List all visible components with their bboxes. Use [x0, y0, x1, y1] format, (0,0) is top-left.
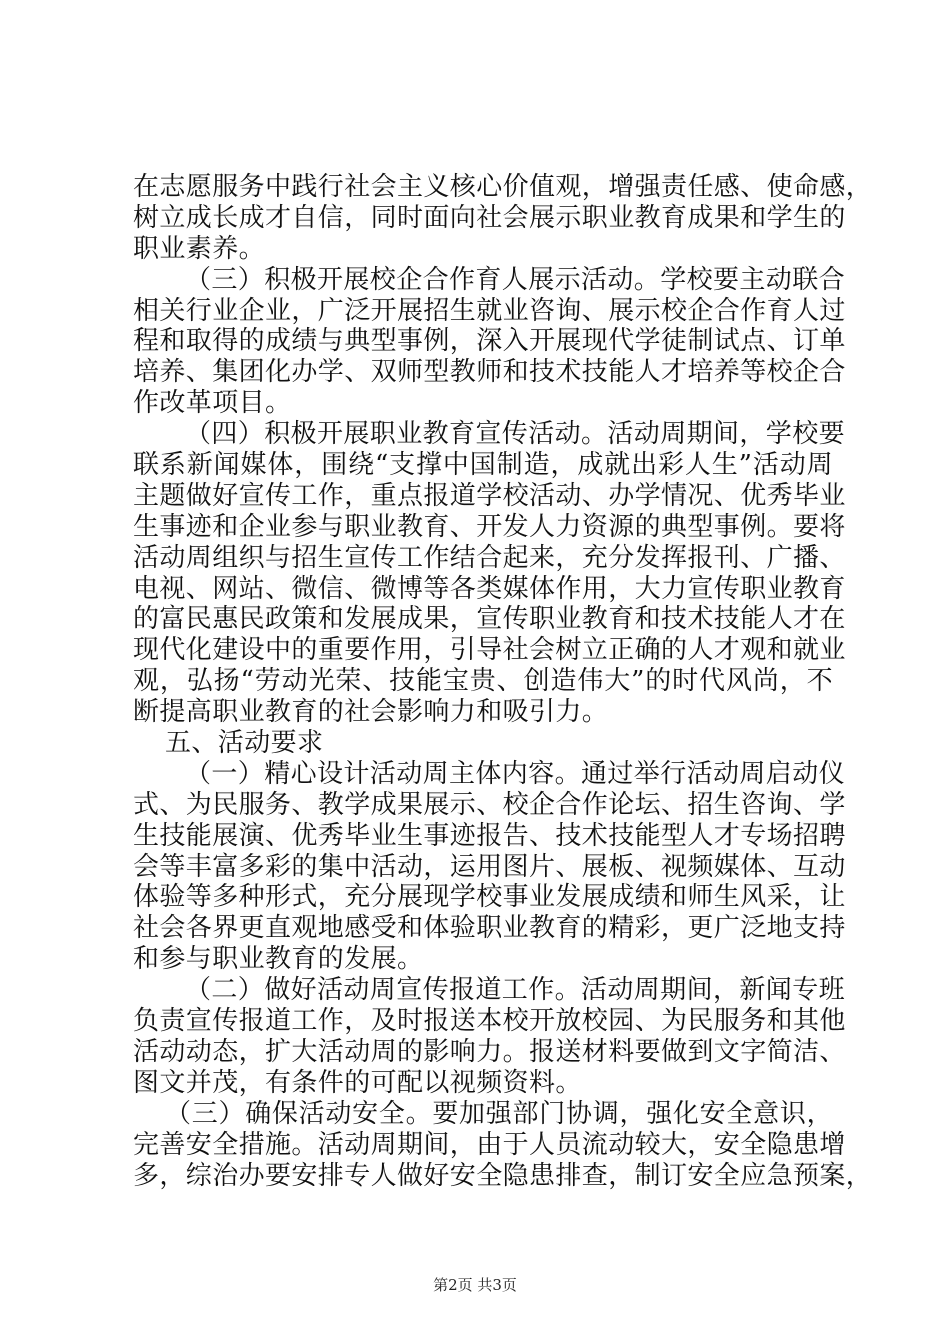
text-line: 会等丰富多彩的集中活动，运用图片、展板、视频媒体、互动: [133, 851, 846, 882]
text-line: 程和取得的成绩与典型事例，深入开展现代学徒制试点、订单: [133, 326, 846, 357]
text-line: 图文并茂，有条件的可配以视频资料。: [133, 1067, 582, 1098]
text-line: 多，综治办要安排专人做好安全隐患排查，制订安全应急预案，: [133, 1160, 873, 1191]
text-line: 相关行业企业，广泛开展招生就业咨询、展示校企合作育人过: [133, 295, 846, 326]
text-line: （一）精心设计活动周主体内容。通过举行活动周启动仪: [185, 758, 846, 789]
text-line: 活动动态，扩大活动周的影响力。报送材料要做到文字简洁、: [133, 1036, 846, 1067]
text-line: 职业素养。: [133, 233, 266, 264]
page-footer: 第2页 共3页: [433, 1276, 517, 1294]
text-line: 负责宣传报道工作，及时报送本校开放校园、为民服务和其他: [133, 1006, 846, 1037]
text-line: 体验等多种形式，充分展现学校事业发展成绩和师生风采，让: [133, 882, 846, 913]
text-line: 联系新闻媒体，围绕“支撑中国制造，成就出彩人生”活动周: [133, 450, 833, 481]
text-line: 培养、集团化办学、双师型教师和技术技能人才培养等校企合: [133, 357, 846, 388]
text-line: 主题做好宣传工作，重点报道学校活动、办学情况、优秀毕业: [133, 480, 846, 511]
text-line: 电视、网站、微信、微博等各类媒体作用，大力宣传职业教育: [133, 573, 846, 604]
document-body: [133, 172, 873, 1191]
text-line: 式、为民服务、教学成果展示、校企合作论坛、招生咨询、学: [133, 789, 846, 820]
text-line: 树立成长成才自信，同时面向社会展示职业教育成果和学生的: [133, 202, 846, 233]
text-line: （四）积极开展职业教育宣传活动。活动周期间，学校要: [185, 419, 846, 450]
text-line: （三）确保活动安全。要加强部门协调，强化安全意识，: [165, 1098, 833, 1129]
text-line: 断提高职业教育的社会影响力和吸引力。: [133, 697, 609, 728]
text-line: 生事迹和企业参与职业教育、开发人力资源的典型事例。要将: [133, 511, 846, 542]
text-line: 现代化建设中的重要作用，引导社会树立正确的人才观和就业: [133, 635, 846, 666]
text-line: 在志愿服务中践行社会主义核心价值观，增强责任感、使命感，: [133, 172, 873, 202]
text-line: 生技能展演、优秀毕业生事迹报告、技术技能型人才专场招聘: [133, 820, 846, 851]
text-line: 的富民惠民政策和发展成果，宣传职业教育和技术技能人才在: [133, 604, 846, 635]
text-line: 社会各界更直观地感受和体验职业教育的精彩，更广泛地支持: [133, 913, 846, 944]
text-line: 完善安全措施。活动周期间，由于人员流动较大，安全隐患增: [133, 1129, 846, 1160]
text-line: （三）积极开展校企合作育人展示活动。学校要主动联合: [185, 264, 846, 295]
text-line: 五、活动要求: [165, 728, 324, 759]
text-line: （二）做好活动周宣传报道工作。活动周期间，新闻专班: [185, 975, 846, 1006]
text-line: 作改革项目。: [133, 388, 292, 419]
text-line: 和参与职业教育的发展。: [133, 944, 424, 975]
text-line: 活动周组织与招生宣传工作结合起来，充分发挥报刊、广播、: [133, 542, 846, 573]
text-line: 观，弘扬“劳动光荣、技能宝贵、创造伟大”的时代风尚，不: [133, 666, 833, 697]
